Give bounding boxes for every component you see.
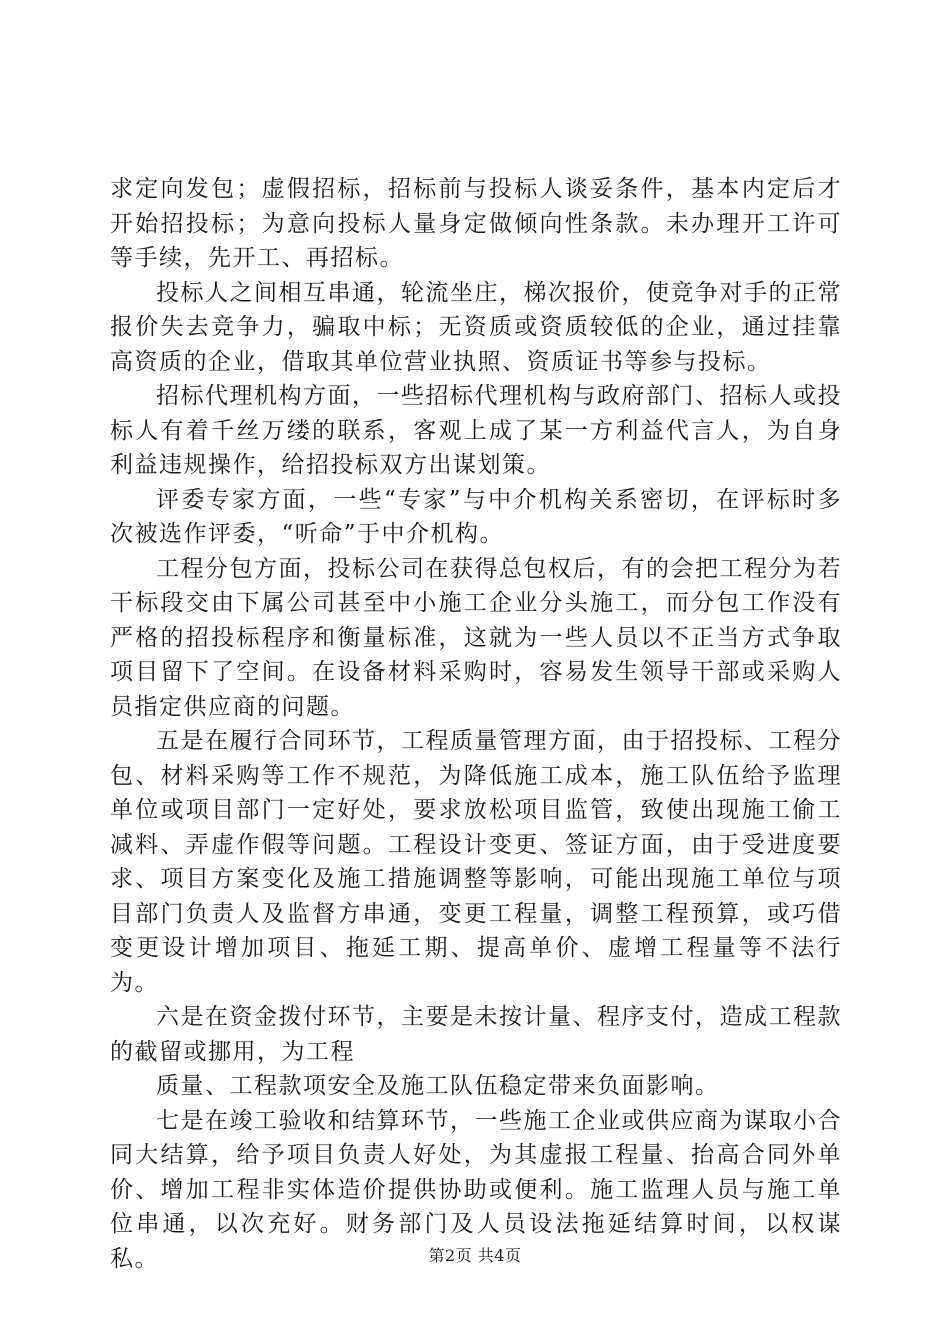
paragraph-2: 投标人之间相互串通，轮流坐庄，梯次报价，使竞争对手的正常报价失去竞争力，骗取中标；无资质或资质较低的企业，通过挂靠高资质的企业，借取其单位营业执照、资质证书等参与投标。 (110, 279, 842, 375)
page-number: 第2页 共4页 (428, 1246, 522, 1265)
paragraph-9: 七是在竣工验收和结算环节，一些施工企业或供应商为谋取小合同大结算，给予项目负责人好处，为其虚报工程量、抬高合同外单价、增加工程非实体造价提供协助或便利。施工监理人员与施工单位串通，以次充好。财务部门及人员设法拖延结算时间，以权谋私。 (110, 1107, 842, 1272)
paragraph-6: 五是在履行合同环节，工程质量管理方面，由于招投标、工程分包、材料采购等工作不规范，为降低施工成本，施工队伍给予监理单位或项目部门一定好处，要求放松项目监管，致使出现施工偷工减料、弄虚作假等问题。工程设计变更、签证方面，由于受进度要求、项目方案变化及施工措施调整等影响，可能出现施工单位与项目部门负责人及监督方串通，变更工程量，调整工程预算，或巧借变更设计增加项目、拖延工期、提高单价、虚增工程量等不法行为。 (110, 728, 842, 996)
paragraph-3: 招标代理机构方面，一些招标代理机构与政府部门、招标人或投标人有着千丝万缕的联系，客观上成了某一方利益代言人，为自身利益违规操作，给招投标双方出谋划策。 (110, 383, 842, 478)
paragraph-7: 六是在资金拨付环节，主要是未按计量、程序支付，造成工程款的截留或挪用，为工程 (110, 1004, 842, 1065)
paragraph-5: 工程分包方面，投标公司在获得总包权后，有的会把工程分为若干标段交由下属公司甚至中小施工企业分头施工，而分包工作没有严格的招投标程序和衡量标准，这就为一些人员以不正当方式争取项目留下了空间。在设备材料采购时，容易发生领导干部或采购人员指定供应商的问题。 (110, 555, 842, 720)
page-footer (0, 1243, 950, 1266)
paragraph-1: 求定向发包；虚假招标，招标前与投标人谈妥条件，基本内定后才开始招投标；为意向投标人量身定做倾向性条款。未办理开工许可等手续，先开工、再招标。 (110, 176, 842, 271)
paragraph-8: 质量、工程款项安全及施工队伍稳定带来负面影响。 (156, 1073, 720, 1099)
paragraph-4: 评委专家方面，一些“专家”与中介机构关系密切，在评标时多次被选作评委，“听命”于中介机构。 (110, 486, 842, 547)
document-body (110, 172, 842, 1276)
